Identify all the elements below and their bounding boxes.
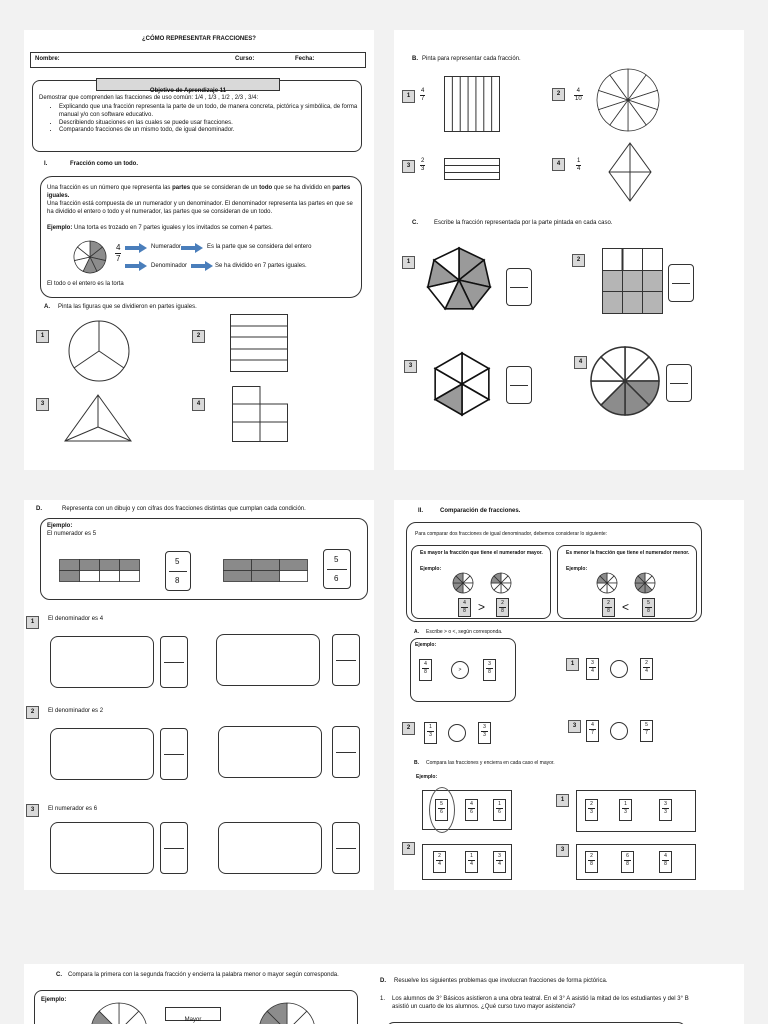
example-box xyxy=(40,518,368,600)
exercise-c-text: Escribe la fracción representada por la parte pintada en cada caso. xyxy=(434,220,613,226)
fraction-card: 3 4 xyxy=(586,658,599,680)
item-number: 2 xyxy=(572,254,585,267)
bar-eight-parts xyxy=(59,559,139,581)
compare-row xyxy=(576,790,696,832)
item-number: 1 xyxy=(402,256,415,269)
pie-five-eighths xyxy=(634,572,656,594)
section-title: Comparación de fracciones. xyxy=(440,508,521,514)
fraction-card: 2 8 xyxy=(496,598,509,617)
cake-pie-icon xyxy=(73,240,107,274)
answer-fraction-box[interactable] xyxy=(506,268,532,306)
section-number: II. xyxy=(418,508,424,514)
example-label: Ejemplo: xyxy=(416,774,438,780)
example-fraction-box: 5 8 xyxy=(165,551,191,591)
rectangle-three-rows[interactable] xyxy=(444,158,500,180)
item-number: 3 xyxy=(404,360,417,373)
pie-four-eighths xyxy=(452,572,474,594)
item-number: 1 xyxy=(402,90,415,103)
bar-cell xyxy=(280,571,308,582)
heptagon-shaded xyxy=(426,246,492,312)
menor-rule-box xyxy=(557,545,697,619)
pie-two-eighths xyxy=(490,572,512,594)
selection-ellipse xyxy=(429,787,455,833)
mayor-rule-box xyxy=(411,545,551,619)
example-fraction: $\frac{4}{7}$ xyxy=(116,243,121,263)
mayor-option-box: Mayor xyxy=(165,1007,221,1021)
comparison-symbol: < xyxy=(622,600,630,614)
bar-cell xyxy=(280,560,308,571)
circle-three-parts[interactable] xyxy=(68,320,130,382)
circle-eight-shaded xyxy=(590,346,660,416)
worksheet-page-2 xyxy=(394,30,744,470)
example-line: Ejemplo: Una torta es trozado en 7 partes iguales y los invitados se comen 4 partes. xyxy=(47,225,273,231)
item-number: 2 xyxy=(402,842,415,855)
item-number: 4 xyxy=(552,158,565,171)
nombre-label: Nombre: xyxy=(35,56,60,62)
answer-fraction-box[interactable] xyxy=(160,728,188,780)
pie-partial-top xyxy=(89,999,149,1024)
example-label: Ejemplo: xyxy=(420,566,442,572)
denominador-desc: Se ha dividido en 7 partes iguales. xyxy=(215,263,307,269)
answer-fraction-box[interactable] xyxy=(160,822,188,874)
arrow-icon xyxy=(191,261,213,271)
exercise-a-label: A. xyxy=(414,629,419,635)
fraction-card[interactable]: 1 3 xyxy=(619,799,632,821)
menor-rule: Es menor la fracción que tiene el numerador menor. xyxy=(566,550,690,556)
fraction-card: 4 8 xyxy=(458,598,471,617)
fraction-card: 1 6 xyxy=(493,799,506,821)
fraction-card[interactable]: 2 8 xyxy=(585,851,598,873)
fraction-card: 1 3 xyxy=(424,722,437,744)
worksheet-page-1 xyxy=(24,30,374,470)
rectangle-five-strips[interactable] xyxy=(230,314,288,372)
bar-cell xyxy=(80,571,100,582)
bar-six-parts xyxy=(223,559,307,581)
numerador-label: Numerador xyxy=(151,244,182,250)
arrow-icon xyxy=(125,261,147,271)
objective-title: Objetivo de Aprendizaje 11 xyxy=(96,78,280,91)
item-number: 3 xyxy=(556,844,569,857)
fraction-card: 4 6 xyxy=(465,799,478,821)
pie-two-eighths xyxy=(596,572,618,594)
item-number: 1 xyxy=(36,330,49,343)
fraction-card: 5 8 xyxy=(642,598,655,617)
worksheet-page-3 xyxy=(24,500,374,890)
fraction-card: 4 7 xyxy=(586,720,599,742)
mayor-rule: Es mayor la fracción que tiene el numerador mayor. xyxy=(420,550,543,556)
condition-text: El denominador es 4 xyxy=(48,616,104,622)
target-fraction: $\frac{2}{3}$ xyxy=(421,158,425,173)
item-number: 2 xyxy=(552,88,565,101)
hexagon-shaded xyxy=(430,352,494,416)
fraction-card: 5 6 xyxy=(435,799,448,821)
answer-fraction-box[interactable] xyxy=(668,264,694,302)
answer-circle[interactable] xyxy=(610,660,628,678)
curso-label: Curso: xyxy=(235,56,255,62)
condition-text: El numerador es 6 xyxy=(48,806,98,812)
fraction-card: 5 7 xyxy=(640,720,653,742)
numerador-desc: Es la parte que se considera del entero xyxy=(207,244,312,250)
student-info-bar xyxy=(30,52,366,68)
arrow-icon xyxy=(181,243,203,253)
item-number: 4 xyxy=(192,398,205,411)
irregular-grid-shape[interactable] xyxy=(232,386,288,442)
drawing-area[interactable] xyxy=(50,822,154,874)
exercise-b-text: Compara las fracciones y encierra en cada caso el mayor. xyxy=(426,760,555,766)
bar-cell xyxy=(120,560,140,571)
comparison-symbol: > xyxy=(478,600,486,614)
bar-cell xyxy=(60,560,80,571)
fraction-card[interactable]: 3 3 xyxy=(659,799,672,821)
exercise-d-text: Resuelve los siguientes problemas que involucran fracciones de forma pictórica. xyxy=(394,978,608,984)
bar-cell xyxy=(100,571,120,582)
answer-circle[interactable] xyxy=(610,722,628,740)
answer-fraction-box[interactable] xyxy=(332,634,360,686)
fraction-card: 3 3 xyxy=(478,722,491,744)
comparison-circle: > xyxy=(451,661,469,679)
example-label: Ejemplo: xyxy=(41,997,67,1003)
bar-cell xyxy=(60,571,80,582)
fraction-card[interactable]: 2 3 xyxy=(585,799,598,821)
answer-fraction-box[interactable] xyxy=(332,822,360,874)
item-number: 3 xyxy=(36,398,49,411)
condition-text: El denominador es 2 xyxy=(48,708,104,714)
bar-cell xyxy=(224,571,252,582)
exercise-b-label: B. xyxy=(412,56,418,62)
bar-cell xyxy=(80,560,100,571)
square-grid-shaded xyxy=(602,248,664,314)
fraction-card: 2 8 xyxy=(602,598,615,617)
fraction-card[interactable]: 2 4 xyxy=(433,851,446,873)
item-number: 2 xyxy=(402,722,415,735)
example-fraction-box: 5 6 xyxy=(323,549,351,589)
rhombus-four-parts[interactable] xyxy=(608,142,652,202)
exercise-d-label: D. xyxy=(380,978,386,984)
problem-number: 1. xyxy=(380,996,386,1002)
fraction-card[interactable]: 4 8 xyxy=(659,851,672,873)
item-number: 2 xyxy=(26,706,39,719)
item-number: 1 xyxy=(26,616,39,629)
exercise-c-label: C. xyxy=(412,220,418,226)
answer-circle[interactable] xyxy=(448,724,466,742)
definition-1: Una fracción es un número que representa las partes que se consideran de un todo que se ha dividido en partes iguales. xyxy=(47,185,351,199)
exercise-a-text: Pinta las figuras que se dividieron en partes iguales. xyxy=(58,304,197,310)
objective-text: Demostrar que comprenden las fracciones de uso común: 1/4 , 1/3 , 1/2 , 2/3 , 3/4: xyxy=(39,95,259,101)
item-number: 1 xyxy=(566,658,579,671)
comparison-intro: Para comparar dos fracciones de igual denominador, debemos considerar lo siguiente: xyxy=(415,531,608,537)
exercise-c-label: C. xyxy=(56,972,62,978)
worksheet-page-4 xyxy=(394,500,744,890)
item-number: 1 xyxy=(556,794,569,807)
page-title: ¿CÓMO REPRESENTAR FRACCIONES? xyxy=(142,36,256,42)
fraction-card[interactable]: 3 4 xyxy=(493,851,506,873)
fraction-card: 4 8 xyxy=(419,659,432,681)
answer-fraction-box[interactable] xyxy=(666,364,692,402)
bar-cell xyxy=(224,560,252,571)
drawing-area[interactable] xyxy=(218,822,322,874)
example-label: Ejemplo: xyxy=(566,566,588,572)
objective-bullet: • Comparando fracciones de un mismo todo, de igual denominador. xyxy=(59,127,359,135)
triangle-three-parts[interactable] xyxy=(64,394,132,442)
drawing-area[interactable] xyxy=(216,634,320,686)
bar-cell xyxy=(120,571,140,582)
example-label: Ejemplo: xyxy=(415,642,437,648)
denominador-label: Denominador xyxy=(151,263,188,269)
problem-text: Los alumnos de 3° Básicos asistieron a una obra teatral. En el 3° A asistió la mitad de los estudiantes y del 3° B asistió un cuarto de los alumnos. ¿Qué curso tuvo mayor asistencia? xyxy=(392,996,689,1010)
rectangle-seven-columns[interactable] xyxy=(444,76,500,132)
target-fraction: $\frac{1}{4}$ xyxy=(577,158,581,173)
bar-cell xyxy=(100,560,120,571)
item-number: 3 xyxy=(402,160,415,173)
worksheet-page-6 xyxy=(370,964,744,1024)
definition-box xyxy=(40,176,362,298)
circle-ten-parts[interactable] xyxy=(596,68,660,132)
example-box xyxy=(34,990,358,1024)
exercise-d-text: Representa con un dibujo y con cifras dos fracciones distintas que cumplan cada condición. xyxy=(62,506,306,512)
exercise-b-label: B. xyxy=(414,760,419,766)
fraction-card[interactable]: 6 8 xyxy=(621,851,634,873)
definition-2: Una fracción está compuesta de un numerador y un denominador. El denominador representa las partes en que se ha dividido el entero o todo y el numerador, las partes que se consideran de un todo. xyxy=(47,201,353,215)
pie-partial-top xyxy=(257,999,317,1024)
answer-fraction-box[interactable] xyxy=(506,366,532,404)
example-label: Ejemplo: xyxy=(47,523,73,529)
target-fraction: $\frac{4}{7}$ xyxy=(421,88,425,103)
bar-cell xyxy=(252,571,280,582)
exercise-a-text: Escribe > o <, según corresponda. xyxy=(426,629,503,635)
answer-fraction-box[interactable] xyxy=(332,726,360,778)
objective-bullet: • Explicando que una fracción representa la parte de un todo, de manera concreta, pictórica y simbólica, de forma manual y/o con software educativo. xyxy=(59,104,359,120)
arrow-icon xyxy=(125,243,147,253)
example-condition: El numerador es 5 xyxy=(47,531,97,537)
item-number: 2 xyxy=(192,330,205,343)
fraction-card: 2 4 xyxy=(640,658,653,680)
fraction-card: 3 8 xyxy=(483,659,496,681)
objective-bullet: • Describiendo situaciones en las cuales se puede usar fracciones. xyxy=(59,120,359,128)
example-compare-row xyxy=(422,790,512,830)
section-number: I. xyxy=(44,161,48,167)
compare-row xyxy=(422,844,512,880)
answer-fraction-box[interactable] xyxy=(160,636,188,688)
compare-row xyxy=(576,844,696,880)
item-number: 4 xyxy=(574,356,587,369)
drawing-area[interactable] xyxy=(218,726,322,778)
entero-note: El todo o el entero es la torta xyxy=(47,281,124,287)
bar-cell xyxy=(252,560,280,571)
fraction-card[interactable]: 1 4 xyxy=(465,851,478,873)
exercise-d-label: D. xyxy=(36,506,42,512)
drawing-area[interactable] xyxy=(50,636,154,688)
item-number: 3 xyxy=(568,720,581,733)
exercise-c-text: Compara la primera con la segunda fracción y encierra la palabra menor o mayor según corresponda. xyxy=(68,972,339,978)
fecha-label: Fecha: xyxy=(295,56,315,62)
drawing-area[interactable] xyxy=(50,728,154,780)
item-number: 3 xyxy=(26,804,39,817)
example-box xyxy=(410,638,516,702)
exercise-a-label: A. xyxy=(44,304,50,310)
comparison-rules-box xyxy=(406,522,702,622)
exercise-b-text: Pinta para representar cada fracción. xyxy=(422,56,521,62)
target-fraction: $\frac{4}{10}$ xyxy=(575,88,582,103)
section-title: Fracción como un todo. xyxy=(70,161,139,167)
worksheet-page-5 xyxy=(24,964,374,1024)
